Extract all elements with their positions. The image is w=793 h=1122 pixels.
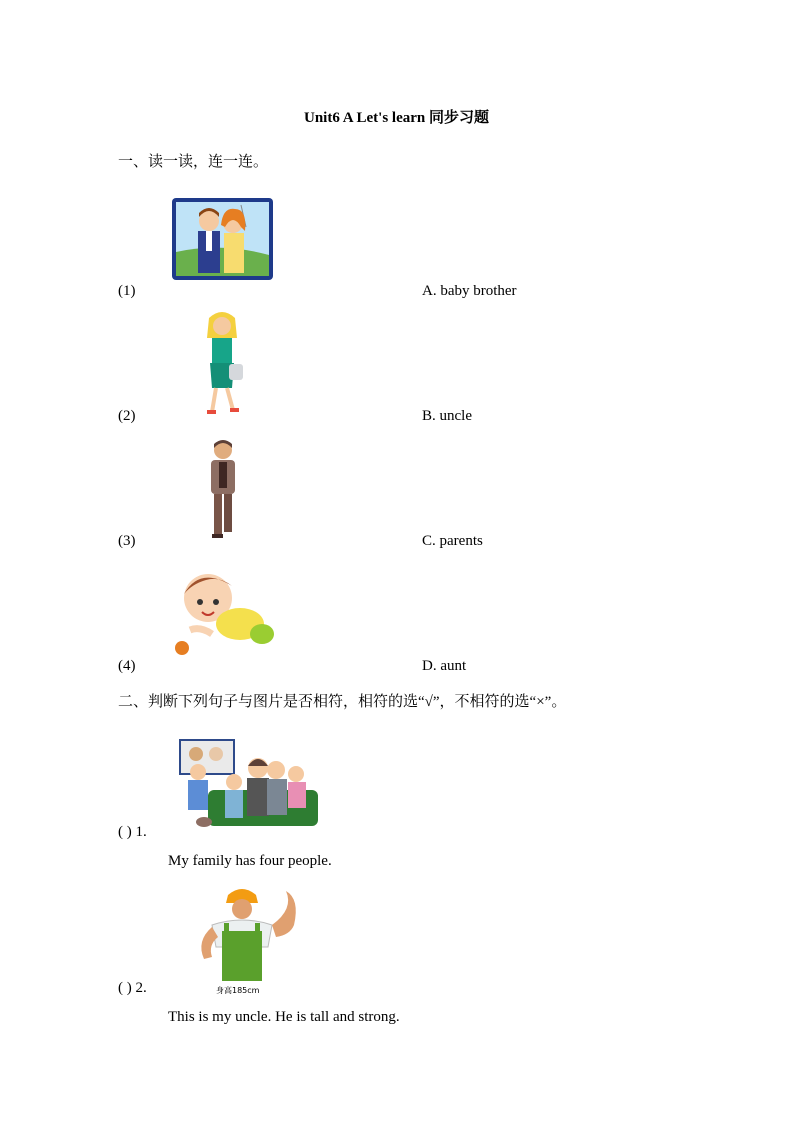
item-number-3: (3) xyxy=(118,533,136,549)
question-2-sentence: This is my uncle. He is tall and strong. xyxy=(168,1009,400,1025)
section2-heading: 二、判断下列句子与图片是否相符，相符的选“√”，不相符的选“×”。 xyxy=(118,694,567,710)
worksheet-title: Unit6 A Let's learn 同步习题 xyxy=(303,110,489,126)
parents-picture xyxy=(171,197,274,281)
item-number-1: (1) xyxy=(118,283,136,299)
uncle-picture xyxy=(203,438,243,540)
question-1-label: ( ) 1. xyxy=(118,824,147,840)
baby-brother-picture xyxy=(170,568,276,658)
aunt-picture xyxy=(195,308,250,418)
item-number-4: (4) xyxy=(118,658,136,674)
item-number-2: (2) xyxy=(118,408,136,424)
option-d: D. aunt xyxy=(422,658,467,674)
option-c: C. parents xyxy=(422,533,483,549)
question-2-label: ( ) 2. xyxy=(118,980,147,996)
option-b: B. uncle xyxy=(422,408,472,424)
height-caption: 身高185cm xyxy=(216,986,260,995)
section1-heading: 一、读一读，连一连。 xyxy=(118,154,269,170)
option-a: A. baby brother xyxy=(422,283,517,299)
strong-uncle-picture xyxy=(190,885,302,997)
question-1-sentence: My family has four people. xyxy=(168,853,332,869)
family-picture xyxy=(176,738,322,830)
